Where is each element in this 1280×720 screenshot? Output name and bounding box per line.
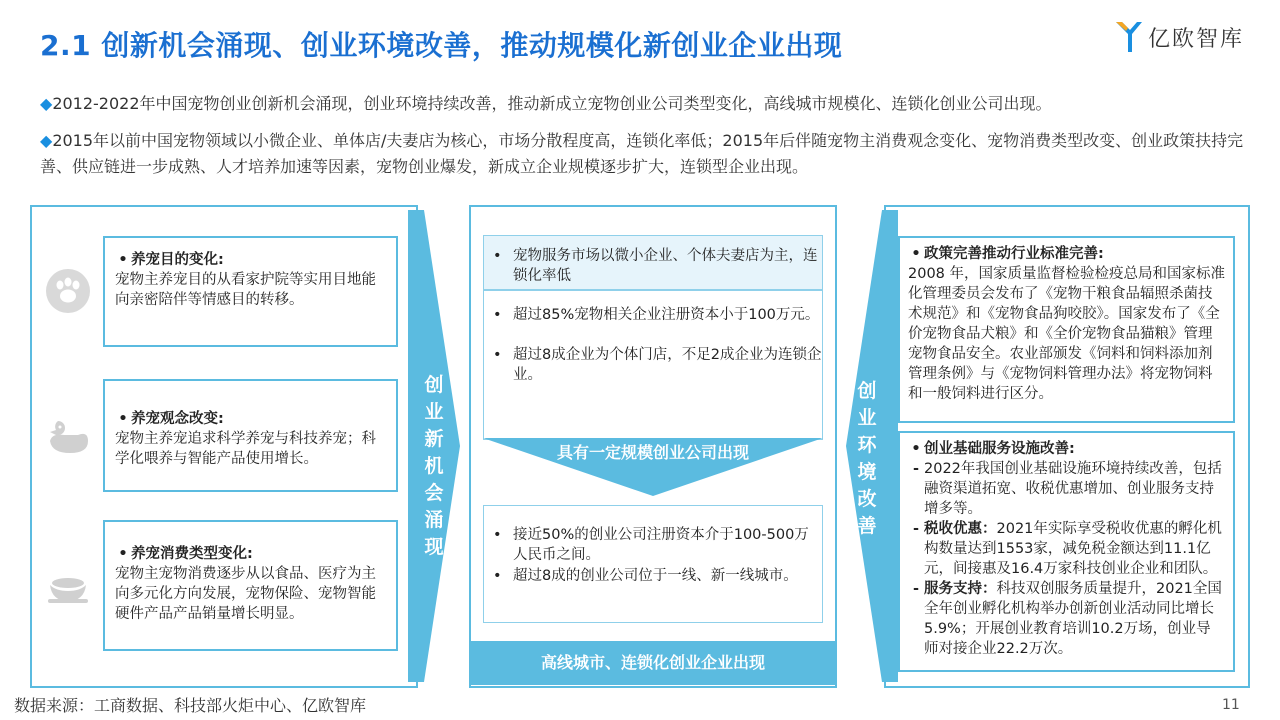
pet-bowl-icon [44,565,92,613]
brand-logo [1114,16,1254,56]
right-card-infrastructure: • 创业基础服务设施改善: - 2022年我国创业基础设施环境持续改善，包括融资渠道拓宽、收税优惠增加、创业服务支持增多等。 - 税收优惠：2021年实际享受税收优惠的孵化机构数量达到1553家，减免税金额达到11.1亿元，间接惠及16.4万家科技创业企业和团队。 - 服务支持：科技双创服务质量提升，2021全国全年创业孵化机构举办创新创业活动同比增长5.9%；开展创业教育培训10.2万场，创业导师对接企业22.2万次。 [898,431,1235,672]
card-heading: • 养宠目的变化: [115,250,386,270]
card-heading: • 养宠消费类型变化: [115,544,386,564]
diamond-marker: ◆ [40,94,53,113]
middle-top-item-2: • 超过85%宠物相关企业注册资本小于100万元。 [493,307,820,323]
infra-item: - 税收优惠：2021年实际享受税收优惠的孵化机构数量达到1553家，减免税金额达到11.1亿元，间接惠及16.4万家科技创业企业和团队。 [912,521,1222,577]
logo-text: 亿欧智库 [1148,27,1245,52]
card-body: 宠物主养宠追求科学养宠与科技养宠；科学化喂养与智能产品使用增长。 [115,431,376,467]
card-body: 宠物主养宠目的从看家护院等实用目地能向亲密陪伴等情感目的转移。 [115,272,376,308]
left-card-consumption [103,520,398,651]
card-body: 2008 年，国家质量监督检验检疫总局和国家标准化管理委员会发布了《宠物干粮食品辐照杀菌技术规范》和《宠物食品狗咬胶》。国家发布了《全价宠物食品犬粮》和《全价宠物食品猫粮》管理宠物食品安全。农业部颁发《饲料和饲料添加剂管理条例》与《宠物饲料管理办法》将宠物饲料和一般饲料进行区分。 [908,266,1226,402]
intro-text: 2015年以前中国宠物领域以小微企业、单体店/夫妻店为核心，市场分散程度高，连锁化率低；2015年后伴随宠物主消费观念变化、宠物消费类型改变、创业政策扶持完善、供应链进一步成熟、人才培养加速等因素，宠物创业爆发，新成立企业规模逐步扩大，连锁型企业出现。 [40,131,1244,176]
right-card-policy: • 政策完善推动行业标准完善: 2008 年，国家质量监督检验检疫总局和国家标准化管理委员会发布了《宠物干粮食品辐照杀菌技术规范》和《宠物食品狗咬胶》。国家发布了《全价宠物食品犬粮》和《全价宠物食品猫粮》管理宠物食品安全。农业部颁发《饲料和饲料添加剂管理条例》与《宠物饲料管理办法》将宠物饲料和一般饲料进行区分。 [898,236,1235,423]
page-number: 11 [1222,697,1240,713]
middle-bottom-item-1: • 接近50%的创业公司注册资本介于100-500万人民币之间。 [493,527,809,563]
card-heading: • 养宠观念改变: [115,409,386,429]
middle-banner: 高线城市、连锁化创业企业出现 [469,641,837,685]
diamond-marker: ◆ [40,131,53,150]
middle-bottom-item-2: • 超过8成的创业公司位于一线、新一线城市。 [493,568,798,584]
card-heading: 创业基础服务设施改善: [924,441,1075,457]
intro-text: 2012-2022年中国宠物创业创新机会涌现，创业环境持续改善，推动新成立宠物创业公司类型变化，高线城市规模化、连锁化创业公司出现。 [52,94,1052,113]
left-card-purpose [103,236,398,347]
infra-item: - 2022年我国创业基础设施环境持续改善，包括融资渠道拓宽、收税优惠增加、创业服务支持增多等。 [912,461,1222,517]
left-card-concept [103,379,398,492]
data-source: 数据来源：工商数据、科技部火炬中心、亿欧智库 [14,696,367,715]
card-body: 宠物主宠物消费逐步从以食品、医疗为主向多元化方向发展，宠物保险、宠物智能硬件产品产品销量增长明显。 [115,566,376,622]
intro-line-2 [40,128,1255,180]
infra-item: - 服务支持：科技双创服务质量提升，2021全国全年创业孵化机构举办创新创业活动同比增长5.9%；开展创业教育培训10.2万场，创业导师对接企业22.2万次。 [912,581,1222,657]
left-arrow-label: 创 业 新 机 会 涌 现 [424,374,444,558]
middle-top-item-3: • 超过8成企业为个体门店，不足2成企业为连锁企业。 [493,347,822,383]
intro-line-1 [40,91,1255,117]
right-arrow-label: 创 业 环 境 改 善 [857,380,877,537]
middle-top-item-1: • 宠物服务市场以微小企业、个体夫妻店为主，连锁化率低 [493,248,818,284]
page-title: 2.1 创新机会涌现、创业环境改善，推动规模化新创业企业出现 [40,29,843,62]
yiou-logo-icon [1114,18,1144,54]
card-heading: 政策完善推动行业标准完善: [924,246,1104,262]
paw-icon [44,267,92,315]
middle-arrow-label: 具有一定规模创业公司出现 [556,443,749,462]
duck-icon [44,413,92,461]
